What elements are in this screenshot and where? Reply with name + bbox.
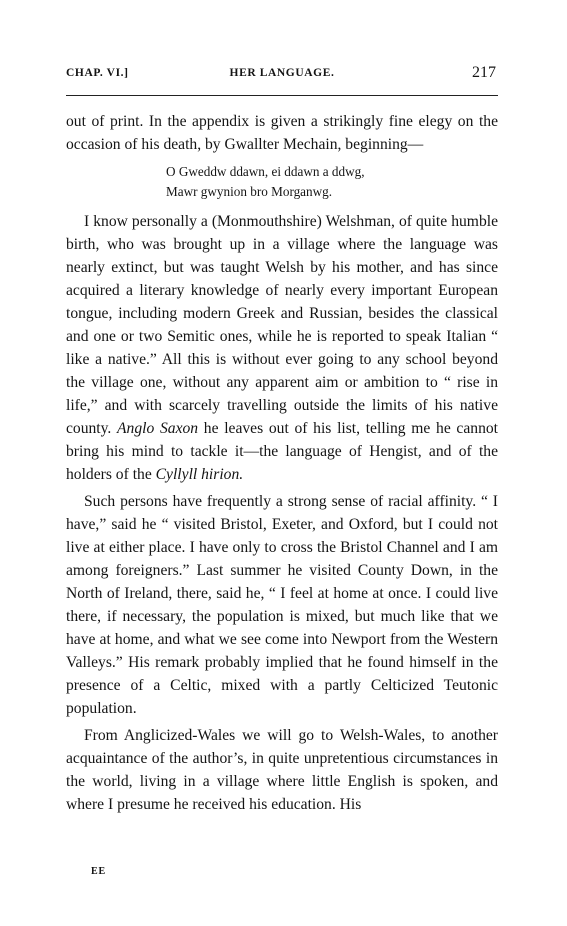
paragraph-3: Such persons have frequently a strong sense of racial affinity. “ I have,” said he “ visited Bristol, Exeter, and Oxford, but I could not live at either place. I have only to cross the Bristol Channel and I am among foreigners.” Last summer he visited County Down, in the North of Ireland, there, said he, “ I feel at home at once. I could live there, if necessary, the population is mixed, but much like that we have at home, and what we see come into Newport from the Western Valleys.” His remark probably implied that he found himself in the presence of a Celtic, mixed with a partly Celticized Teutonic population. [66, 493, 498, 717]
paragraph-2-text-a: I know personally a (Monmouthshire) Welshman, of quite humble birth, who was brought up in a village where the language was nearly extinct, but was taught Welsh by his mother, and has since acquired a literary knowledge of nearly every important European tongue, including modern Greek and Russian, besides the classical and one or two Semitic ones, while he is reported to speak Italian “ like a native.” All this is without ever going to any school beyond the village one, without any apparent aim or ambition to “ rise in life,” and with scarcely travelling outside the limits of his native county. [66, 213, 498, 437]
verse-line-2: Mawr gwynion bro Morganwg. [166, 184, 333, 199]
paragraph-2-italic-anglo-saxon: Anglo Saxon [117, 420, 199, 437]
page-body [66, 110, 498, 816]
signature-mark: EE [91, 866, 106, 877]
header-rule [66, 95, 498, 96]
running-header [66, 64, 498, 86]
chapter-label: CHAP. VI.] [66, 67, 129, 79]
paragraph-2-italic-cyllyll-hirion: Cyllyll hirion. [155, 466, 244, 483]
paragraph-1: out of print. In the appendix is given a strikingly fine elegy on the occasion of his death, by Gwallter Mechain, beginning— [66, 113, 498, 153]
paragraph-2 [66, 210, 498, 486]
paragraph-4: From Anglicized-Wales we will go to Welsh-Wales, to another acquaintance of the author’s, in quite unpretentious circumstances in the world, living in a village where little English is spoken, and where I presume he received his education. His [66, 727, 498, 813]
verse-line-1: O Gweddw ddawn, ei ddawn a ddwg, [166, 164, 365, 179]
paragraph-2-text-b: he leaves out of his list, telling me he cannot bring his mind to tackle it—the language of Hengist, and of the holders of the [66, 420, 498, 483]
running-title: HER LANGUAGE. [229, 67, 335, 79]
verse-quote [166, 162, 498, 202]
page-number: 217 [472, 64, 496, 81]
